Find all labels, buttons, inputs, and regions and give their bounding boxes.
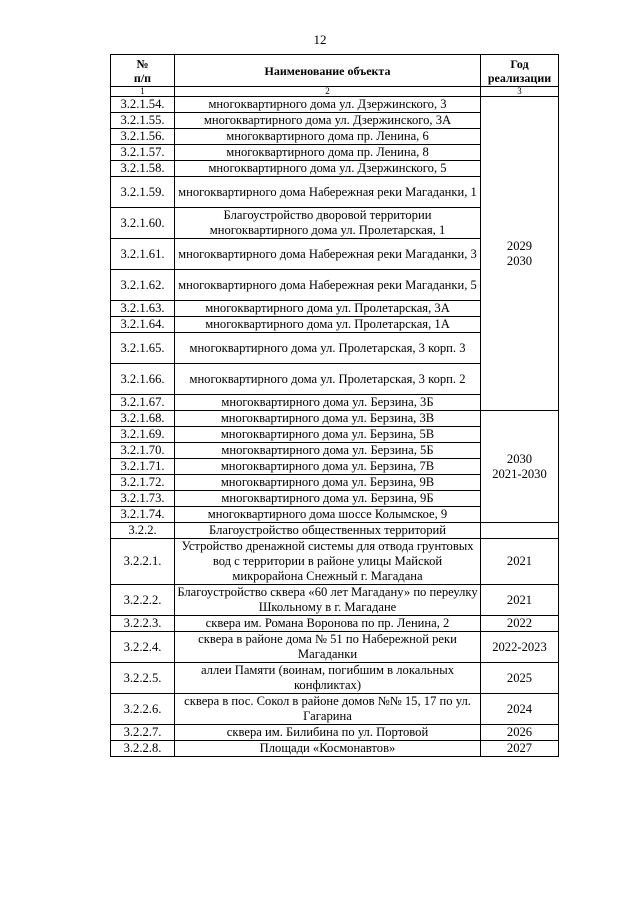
row-number: 3.2.2.4. bbox=[111, 632, 175, 663]
object-name: Площади «Космонавтов» bbox=[175, 741, 481, 757]
year-cell: 2024 bbox=[481, 694, 559, 725]
table-row bbox=[111, 97, 559, 113]
row-number: 3.2.1.70. bbox=[111, 443, 175, 459]
column-number: 3 bbox=[481, 87, 559, 97]
table-row bbox=[111, 411, 559, 427]
row-number: 3.2.1.67. bbox=[111, 395, 175, 411]
row-number: 3.2.2.3. bbox=[111, 616, 175, 632]
object-name: многоквартирного дома ул. Дзержинского, 3А bbox=[175, 113, 481, 129]
row-number: 3.2.1.58. bbox=[111, 161, 175, 177]
row-number: 3.2.1.59. bbox=[111, 177, 175, 208]
row-number: 3.2.2.5. bbox=[111, 663, 175, 694]
object-name: многоквартирного дома пр. Ленина, 6 bbox=[175, 129, 481, 145]
row-number: 3.2.1.65. bbox=[111, 333, 175, 364]
row-number: 3.2.1.57. bbox=[111, 145, 175, 161]
header-num: № п/п bbox=[111, 55, 175, 87]
year-line: 2029 bbox=[506, 238, 533, 253]
row-number: 3.2.2. bbox=[111, 523, 175, 539]
row-number: 3.2.2.7. bbox=[111, 725, 175, 741]
year-cell: 2022 bbox=[481, 616, 559, 632]
page-number: 12 bbox=[313, 32, 327, 47]
object-name: многоквартирного дома ул. Берзина, 9В bbox=[175, 475, 481, 491]
object-name: многоквартирного дома Набережная реки Магаданки, 1 bbox=[175, 177, 481, 208]
object-name: аллеи Памяти (воинам, погибшим в локальных конфликтах) bbox=[175, 663, 481, 694]
year-line: 2030 bbox=[506, 451, 533, 466]
object-name: многоквартирного дома Набережная реки Магаданки, 3 bbox=[175, 239, 481, 270]
row-number: 3.2.1.72. bbox=[111, 475, 175, 491]
header-year: Год реализации bbox=[481, 55, 559, 87]
object-name: Устройство дренажной системы для отвода грунтовых вод с территории в районе улицы Майской микрорайона Снежный г. Магадана bbox=[175, 539, 481, 585]
year-line: 2030 bbox=[506, 253, 533, 268]
row-number: 3.2.1.62. bbox=[111, 270, 175, 301]
object-name: Благоустройство дворовой территории многоквартирного дома ул. Пролетарская, 1 bbox=[175, 208, 481, 239]
row-number: 3.2.1.64. bbox=[111, 317, 175, 333]
row-number: 3.2.1.63. bbox=[111, 301, 175, 317]
row-number: 3.2.1.71. bbox=[111, 459, 175, 475]
year-cell-merged bbox=[481, 411, 559, 523]
row-number: 3.2.1.60. bbox=[111, 208, 175, 239]
row-number: 3.2.1.69. bbox=[111, 427, 175, 443]
row-number: 3.2.1.54. bbox=[111, 97, 175, 113]
object-name: сквера в районе дома № 51 по Набережной реки Магаданки bbox=[175, 632, 481, 663]
table-row bbox=[111, 539, 559, 585]
section-row bbox=[111, 523, 559, 539]
header-name: Наименование объекта bbox=[175, 55, 481, 87]
table-row bbox=[111, 694, 559, 725]
column-number-row bbox=[111, 87, 559, 97]
year-cell: 2022-2023 bbox=[481, 632, 559, 663]
object-name: Благоустройство сквера «60 лет Магадану» по переулку Школьному в г. Магадане bbox=[175, 585, 481, 616]
table-row bbox=[111, 741, 559, 757]
object-name: многоквартирного дома ул. Пролетарская, 1А bbox=[175, 317, 481, 333]
object-name: многоквартирного дома ул. Берзина, 9Б bbox=[175, 491, 481, 507]
object-name: многоквартирного дома ул. Дзержинского, 3 bbox=[175, 97, 481, 113]
row-number: 3.2.1.68. bbox=[111, 411, 175, 427]
table-row bbox=[111, 725, 559, 741]
object-name: многоквартирного дома ул. Пролетарская, 3А bbox=[175, 301, 481, 317]
year-cell: 2025 bbox=[481, 663, 559, 694]
year-cell-empty bbox=[481, 523, 559, 539]
year-cell: 2027 bbox=[481, 741, 559, 757]
object-name: многоквартирного дома ул. Берзина, 3Б bbox=[175, 395, 481, 411]
year-cell: 2021 bbox=[481, 585, 559, 616]
object-name: многоквартирного дома ул. Берзина, 5В bbox=[175, 427, 481, 443]
object-name: многоквартирного дома ул. Пролетарская, 3 корп. 2 bbox=[175, 364, 481, 395]
column-number: 2 bbox=[175, 87, 481, 97]
objects-table bbox=[110, 54, 559, 757]
table-row bbox=[111, 632, 559, 663]
table-row bbox=[111, 585, 559, 616]
year-cell: 2021 bbox=[481, 539, 559, 585]
row-number: 3.2.1.55. bbox=[111, 113, 175, 129]
table-row bbox=[111, 616, 559, 632]
object-name: многоквартирного дома Набережная реки Магаданки, 5 bbox=[175, 270, 481, 301]
row-number: 3.2.1.73. bbox=[111, 491, 175, 507]
object-name: многоквартирного дома ул. Берзина, 5Б bbox=[175, 443, 481, 459]
object-name: сквера им. Билибина по ул. Портовой bbox=[175, 725, 481, 741]
row-number: 3.2.1.56. bbox=[111, 129, 175, 145]
object-name: многоквартирного дома ул. Пролетарская, 3 корп. 3 bbox=[175, 333, 481, 364]
table-header-row bbox=[111, 55, 559, 87]
year-line: 2021-2030 bbox=[492, 466, 547, 481]
year-cell: 2026 bbox=[481, 725, 559, 741]
row-number: 3.2.2.8. bbox=[111, 741, 175, 757]
object-name: многоквартирного дома шоссе Колымское, 9 bbox=[175, 507, 481, 523]
row-number: 3.2.1.74. bbox=[111, 507, 175, 523]
object-name: сквера им. Романа Воронова по пр. Ленина, 2 bbox=[175, 616, 481, 632]
column-number: 1 bbox=[111, 87, 175, 97]
row-number: 3.2.2.6. bbox=[111, 694, 175, 725]
year-cell-merged bbox=[481, 97, 559, 411]
section-title: Благоустройство общественных территорий bbox=[175, 523, 481, 539]
object-name: многоквартирного дома пр. Ленина, 8 bbox=[175, 145, 481, 161]
row-number: 3.2.1.61. bbox=[111, 239, 175, 270]
object-name: многоквартирного дома ул. Берзина, 3В bbox=[175, 411, 481, 427]
table-row bbox=[111, 663, 559, 694]
object-name: многоквартирного дома ул. Берзина, 7В bbox=[175, 459, 481, 475]
row-number: 3.2.2.1. bbox=[111, 539, 175, 585]
object-name: многоквартирного дома ул. Дзержинского, 5 bbox=[175, 161, 481, 177]
object-name: сквера в пос. Сокол в районе домов №№ 15, 17 по ул. Гагарина bbox=[175, 694, 481, 725]
row-number: 3.2.2.2. bbox=[111, 585, 175, 616]
row-number: 3.2.1.66. bbox=[111, 364, 175, 395]
